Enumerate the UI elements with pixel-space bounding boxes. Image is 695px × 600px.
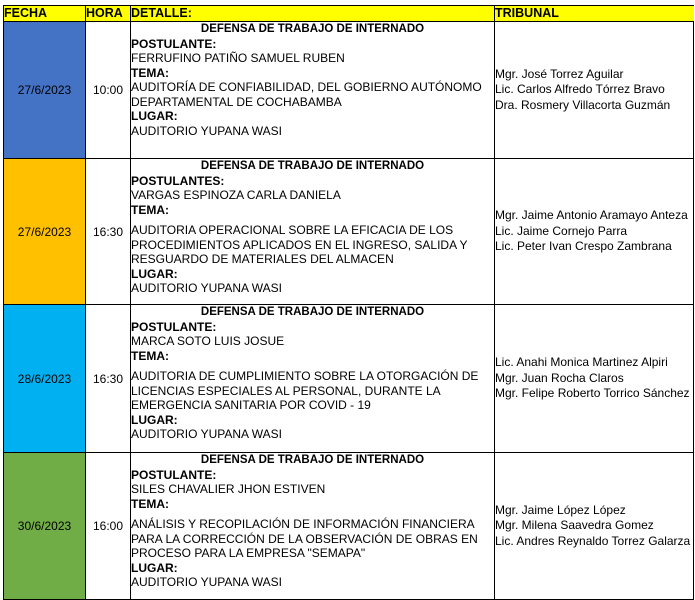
tribunal-member: Dra. Rosmery Villacorta Guzmán (495, 97, 671, 112)
header-fecha: FECHA (4, 6, 86, 22)
tribunal-member: Mgr. Jaime López López (495, 502, 626, 517)
header-hora: HORA (86, 6, 131, 22)
tribunal-cell (495, 453, 694, 600)
fecha-cell: 30/6/2023 (4, 453, 86, 600)
lugar-label: LUGAR: (131, 560, 178, 575)
tribunal-member: Lic. Carlos Alfredo Tórrez Bravo (495, 82, 665, 97)
detalle-cell (131, 453, 495, 600)
fecha-cell: 27/6/2023 (4, 22, 86, 159)
tema-value: ANÁLISIS Y RECOPILACIÓN DE INFORMACIÓN FINANCIERA PARA LA CORRECCIÓN DE LA OBSERVACIÓN DE OBRAS EN PROCESO PARA LA EMPRESA "SEMAPA" (131, 517, 478, 560)
postulante-label: POSTULANTE: (131, 467, 217, 482)
schedule-table (3, 5, 694, 600)
postulante-label: POSTULANTES: (131, 173, 225, 188)
postulante-value: VARGAS ESPINOZA CARLA DANIELA (131, 188, 341, 202)
detalle-title: DEFENSA DE TRABAJO DE INTERNADO (200, 160, 425, 172)
tribunal-member: Lic. Andres Reynaldo Torrez Galarza (495, 533, 691, 548)
postulante-label: POSTULANTE: (131, 319, 217, 334)
tribunal-member: Mgr. Jaime Antonio Aramayo Anteza (495, 208, 688, 223)
detalle-cell (131, 159, 495, 305)
tribunal-cell (495, 305, 694, 453)
header-row (4, 6, 694, 22)
detalle-title: DEFENSA DE TRABAJO DE INTERNADO (200, 454, 425, 466)
tribunal-member: Lic. Jaime Cornejo Parra (495, 223, 628, 238)
fecha-cell: 27/6/2023 (4, 159, 86, 305)
table-row (4, 453, 694, 600)
hora-cell: 16:30 (86, 159, 131, 305)
lugar-label: LUGAR: (131, 412, 178, 427)
postulante-value: SILES CHAVALIER JHON ESTIVEN (131, 482, 326, 496)
header-tribunal: TRIBUNAL (495, 6, 694, 22)
detalle-title: DEFENSA DE TRABAJO DE INTERNADO (200, 306, 425, 318)
tribunal-member: Mgr. Milena Saavedra Gomez (495, 518, 654, 533)
tema-value: AUDITORIA OPERACIONAL SOBRE LA EFICACIA DE LOS PROCEDIMIENTOS APLICADOS EN EL INGRESO, SALIDA Y RESGUARDO DE MATERIALES DEL ALMACEN (131, 223, 468, 266)
tribunal-member: Mgr. Juan Rocha Claros (495, 370, 624, 385)
postulante-label: POSTULANTE: (131, 36, 217, 51)
lugar-value: AUDITORIO YUPANA WASI (131, 123, 282, 138)
table-row (4, 22, 694, 159)
postulante-value: MARCA SOTO LUIS JOSUE (131, 334, 285, 348)
tribunal-member: Lic. Anahi Monica Martinez Alpiri (495, 355, 668, 370)
tribunal-cell (495, 22, 694, 159)
tema-label: TEMA: (131, 348, 169, 363)
lugar-label: LUGAR: (131, 266, 178, 281)
detalle-cell (131, 22, 495, 159)
tema-label: TEMA: (131, 65, 169, 80)
header-detalle: DETALLE: (131, 6, 495, 22)
tribunal-member: Mgr. Felipe Roberto Torrico Sánchez (495, 386, 690, 401)
lugar-value: AUDITORIO YUPANA WASI (131, 575, 282, 589)
postulante-value: FERRUFINO PATIÑO SAMUEL RUBEN (131, 51, 345, 65)
tema-label: TEMA: (131, 202, 169, 217)
tribunal-member: Lic. Peter Ivan Crespo Zambrana (495, 239, 672, 254)
tribunal-cell (495, 159, 694, 305)
hora-cell: 16:30 (86, 305, 131, 453)
hora-cell: 10:00 (86, 22, 131, 159)
lugar-value: AUDITORIO YUPANA WASI (131, 427, 282, 441)
hora-cell: 16:00 (86, 453, 131, 600)
lugar-label: LUGAR: (131, 109, 178, 123)
lugar-value: AUDITORIO YUPANA WASI (131, 281, 282, 295)
table-row (4, 305, 694, 453)
detalle-cell (131, 305, 495, 453)
tema-value: AUDITORIA DE CUMPLIMIENTO SOBRE LA OTORGACIÓN DE LICENCIAS ESPECIALES AL PERSONAL, DURANTE LA EMERGENCIA SANITARIA POR COVID - 19 (131, 369, 479, 412)
fecha-cell: 28/6/2023 (4, 305, 86, 453)
tema-value: AUDITORÍA DE CONFIABILIDAD, DEL GOBIERNO AUTÓNOMO DEPARTAMENTAL DE COCHABAMBA (131, 80, 482, 109)
tema-label: TEMA: (131, 496, 169, 511)
detalle-title: DEFENSA DE TRABAJO DE INTERNADO (200, 23, 425, 35)
tribunal-member: Mgr. José Torrez Aguilar (495, 66, 624, 81)
table-row (4, 159, 694, 305)
